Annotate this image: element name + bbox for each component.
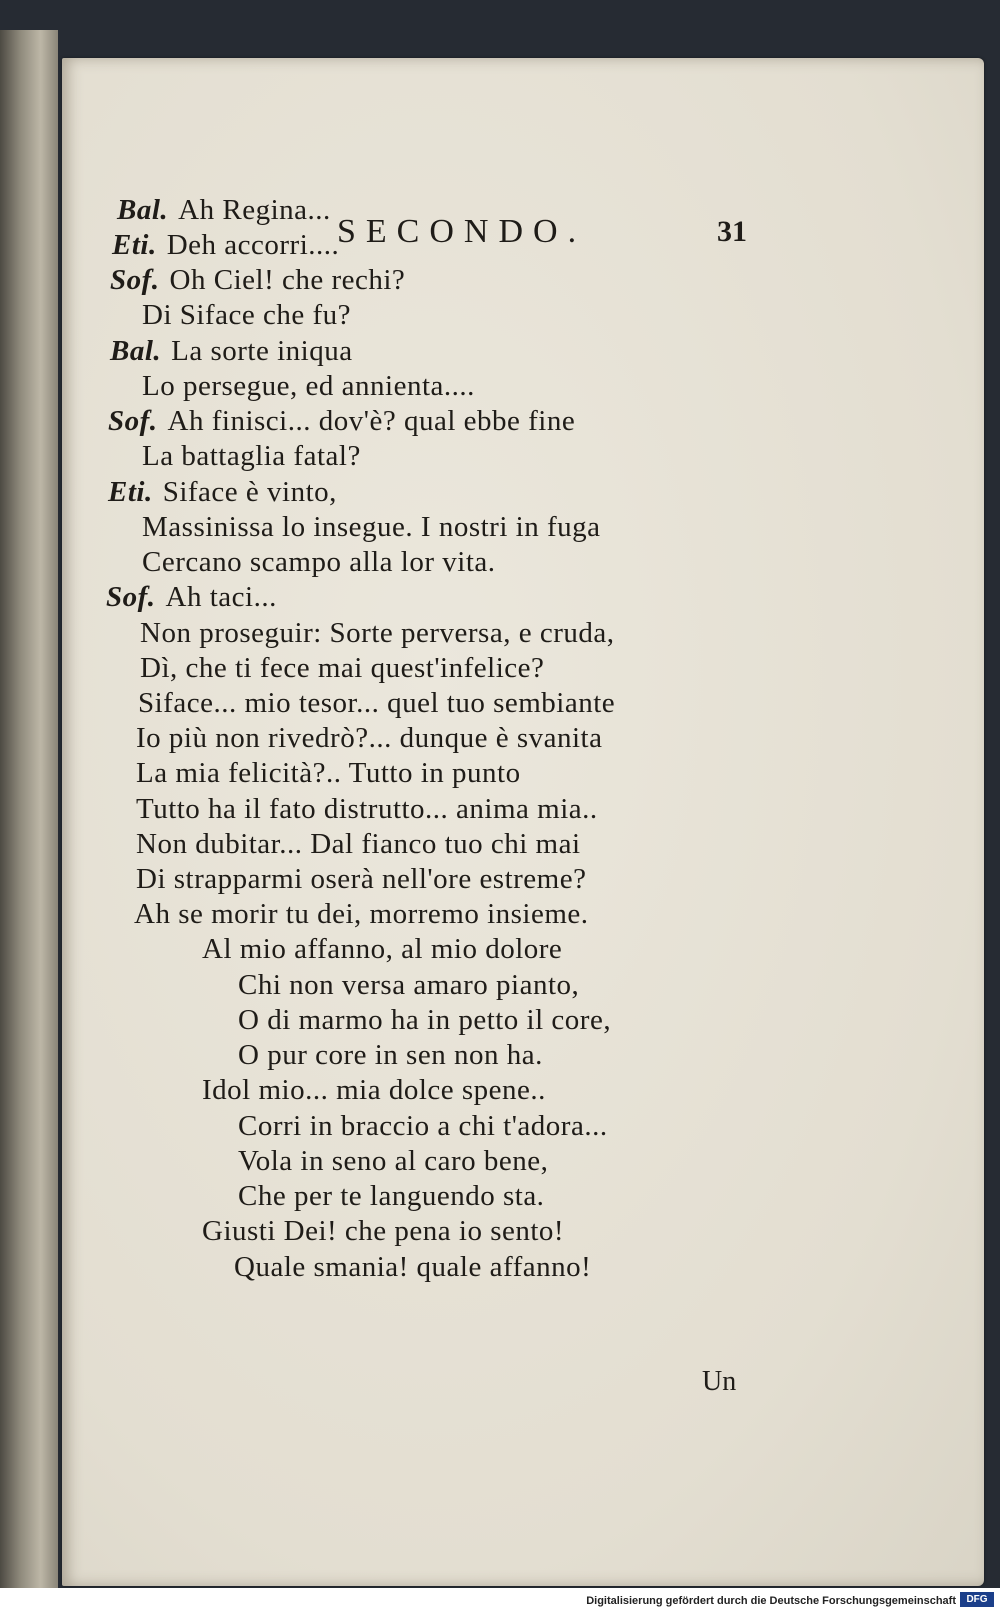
text-line (108, 405, 575, 438)
line-text: La battaglia fatal? (142, 440, 361, 472)
text-line (136, 863, 586, 896)
speaker-label: Sof. (106, 581, 156, 613)
book-page (62, 58, 984, 1586)
line-text: Siface... mio tesor... quel tuo sembiante (138, 687, 616, 719)
text-line (110, 264, 405, 297)
line-text: Siface è vinto, (162, 476, 337, 508)
text-line (112, 229, 339, 262)
speaker-label: Sof. (110, 264, 160, 296)
line-text: Deh accorri.... (166, 229, 340, 261)
line-text: Io più non rivedrò?... dunque è svanita (136, 722, 603, 754)
text-line (106, 581, 277, 614)
aria-line (238, 1039, 543, 1072)
text-line (117, 194, 331, 227)
line-text: Che per te languendo sta. (238, 1180, 545, 1212)
speaker-label: Sof. (108, 405, 158, 437)
aria-line (238, 1145, 548, 1178)
text-line (138, 687, 615, 720)
line-text: Chi non versa amaro pianto, (238, 969, 580, 1001)
line-text: Non dubitar... Dal fianco tuo chi mai (136, 828, 581, 860)
line-text: O di marmo ha in petto il core, (238, 1004, 612, 1036)
speaker-label: Bal. (110, 335, 162, 367)
page-number: 31 (717, 215, 747, 248)
aria-line (238, 969, 579, 1002)
catchword: Un (702, 1366, 737, 1397)
text-line (110, 335, 353, 368)
text-line (142, 299, 351, 332)
line-text: Lo persegue, ed annienta.... (142, 370, 475, 402)
line-text: Ah Regina... (178, 194, 331, 226)
line-text: Oh Ciel! che rechi? (169, 264, 406, 296)
footer-credit: Digitalisierung gefördert durch die Deutsche Forschungsgemeinschaft (586, 1595, 956, 1607)
text-line (142, 546, 496, 579)
text-line (136, 828, 581, 861)
dfg-logo-icon: DFG (960, 1592, 994, 1607)
line-text: La sorte iniqua (171, 335, 353, 367)
line-text: Dì, che ti fece mai quest'infelice? (140, 652, 545, 684)
text-line (136, 757, 521, 790)
text-line (140, 617, 614, 650)
text-line (134, 898, 589, 931)
speaker-label: Eti. (108, 476, 153, 508)
text-line (140, 652, 544, 685)
line-text: Vola in seno al caro bene, (238, 1145, 549, 1177)
text-line (136, 722, 602, 755)
adjacent-page-edge (0, 30, 58, 1590)
text-line (136, 793, 598, 826)
line-text: Corri in braccio a chi t'adora... (238, 1110, 608, 1142)
running-head: SECONDO. (337, 213, 587, 250)
line-text: Di Siface che fu? (142, 299, 351, 331)
text-line (142, 440, 361, 473)
aria-line (202, 1074, 546, 1107)
aria-line (238, 1004, 611, 1037)
line-text: La mia felicità?.. Tutto in punto (136, 757, 521, 789)
line-text: Cercano scampo alla lor vita. (142, 546, 496, 578)
line-text: Ah taci... (165, 581, 277, 613)
line-text: Ah se morir tu dei, morremo insieme. (134, 898, 589, 930)
line-text: Al mio affanno, al mio dolore (202, 933, 563, 965)
footer-bar (0, 1588, 1000, 1610)
aria-line (202, 1215, 564, 1248)
text-line (142, 511, 600, 544)
line-text: Quale smania! quale affanno! (234, 1251, 592, 1283)
line-text: Di strapparmi oserà nell'ore estreme? (136, 863, 587, 895)
aria-line (234, 1251, 591, 1284)
text-line (108, 476, 337, 509)
line-text: Ah finisci... dov'è? qual ebbe fine (167, 405, 576, 437)
aria-line (238, 1180, 544, 1213)
line-text: Non proseguir: Sorte perversa, e cruda, (140, 617, 615, 649)
line-text: O pur core in sen non ha. (238, 1039, 543, 1071)
line-text: Giusti Dei! che pena io sento! (202, 1215, 565, 1247)
line-text: Idol mio... mia dolce spene.. (202, 1074, 546, 1106)
text-line (142, 370, 475, 403)
speaker-label: Eti. (112, 229, 157, 261)
aria-line (238, 1110, 608, 1143)
line-text: Massinissa lo insegue. I nostri in fuga (142, 511, 601, 543)
line-text: Tutto ha il fato distrutto... anima mia.. (136, 793, 598, 825)
aria-line (202, 933, 562, 966)
speaker-label: Bal. (117, 194, 169, 226)
